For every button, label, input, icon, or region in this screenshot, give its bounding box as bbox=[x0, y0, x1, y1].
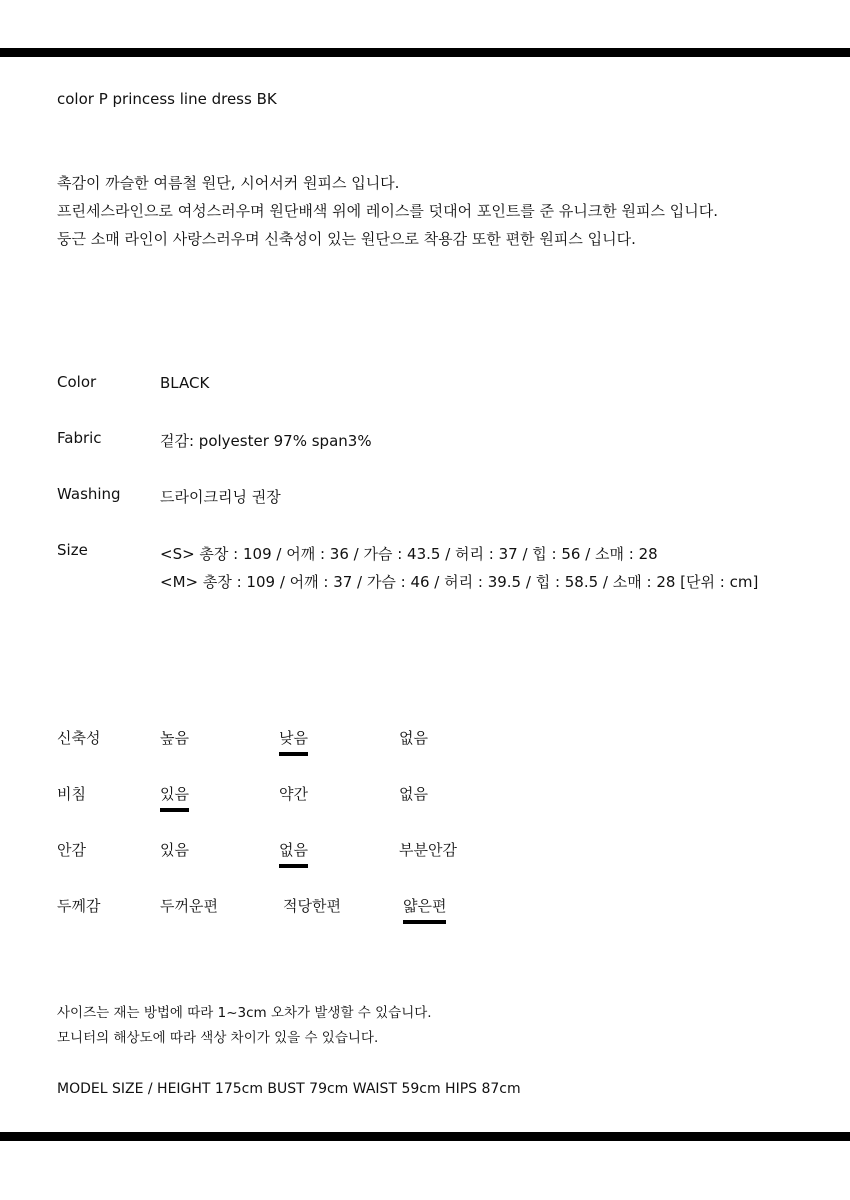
spec-value-fabric: 겉감: polyester 97% span3% bbox=[160, 432, 372, 450]
model-size-info: MODEL SIZE / HEIGHT 175cm BUST 79cm WAIST 59cm HIPS 87cm bbox=[57, 1081, 521, 1097]
attr-option-stretch-low-selected: 낮음 bbox=[279, 727, 308, 756]
spec-label-washing: Washing bbox=[57, 485, 121, 503]
spec-value-color: BLACK bbox=[160, 374, 210, 392]
attr-option-stretch-high: 높음 bbox=[160, 729, 189, 747]
spec-value-size-m: <M> 총장 : 109 / 어깨 : 37 / 가슴 : 46 / 허리 : 39.5 / 힙 : 58.5 / 소매 : 28 [단위 : cm] bbox=[160, 573, 759, 591]
attr-option-sheerness-none: 없음 bbox=[399, 785, 428, 803]
product-title: color P princess line dress BK bbox=[57, 90, 277, 108]
attr-label-sheerness: 비침 bbox=[57, 785, 86, 803]
attr-label-lining: 안감 bbox=[57, 841, 86, 859]
size-note-line-1: 사이즈는 재는 방법에 따라 1~3cm 오차가 발생할 수 있습니다. bbox=[57, 1005, 432, 1021]
attr-option-sheerness-slight: 약간 bbox=[279, 785, 308, 803]
spec-label-size: Size bbox=[57, 541, 88, 559]
attr-option-thickness-medium: 적당한편 bbox=[283, 897, 341, 915]
description-line-2: 프린세스라인으로 여성스러우며 원단배색 위에 레이스를 덧대어 포인트를 준 유니크한 원피스 입니다. bbox=[57, 202, 719, 220]
attr-label-stretch: 신축성 bbox=[57, 729, 101, 747]
spec-label-fabric: Fabric bbox=[57, 429, 102, 447]
attr-label-thickness: 두께감 bbox=[57, 897, 101, 915]
bottom-divider-bar bbox=[0, 1132, 850, 1141]
attr-option-lining-partial: 부분안감 bbox=[399, 841, 457, 859]
spec-value-size-s: <S> 총장 : 109 / 어깨 : 36 / 가슴 : 43.5 / 허리 : 37 / 힙 : 56 / 소매 : 28 bbox=[160, 545, 658, 563]
description-line-3: 둥근 소매 라인이 사랑스러우며 신축성이 있는 원단으로 착용감 또한 편한 원피스 입니다. bbox=[57, 230, 636, 248]
description-line-1: 촉감이 까슬한 여름철 원단, 시어서커 원피스 입니다. bbox=[57, 174, 400, 192]
top-divider-bar bbox=[0, 48, 850, 57]
size-note-line-2: 모니터의 해상도에 따라 색상 차이가 있을 수 있습니다. bbox=[57, 1030, 379, 1046]
attr-option-lining-none-selected: 없음 bbox=[279, 839, 308, 868]
attr-option-thickness-thick: 두꺼운편 bbox=[160, 897, 218, 915]
attr-option-sheerness-yes-selected: 있음 bbox=[160, 783, 189, 812]
attr-option-stretch-none: 없음 bbox=[399, 729, 428, 747]
attr-option-lining-yes: 있음 bbox=[160, 841, 189, 859]
spec-value-washing: 드라이크리닝 권장 bbox=[160, 488, 281, 506]
spec-label-color: Color bbox=[57, 373, 97, 391]
attr-option-thickness-thin-selected: 얇은편 bbox=[403, 895, 446, 924]
